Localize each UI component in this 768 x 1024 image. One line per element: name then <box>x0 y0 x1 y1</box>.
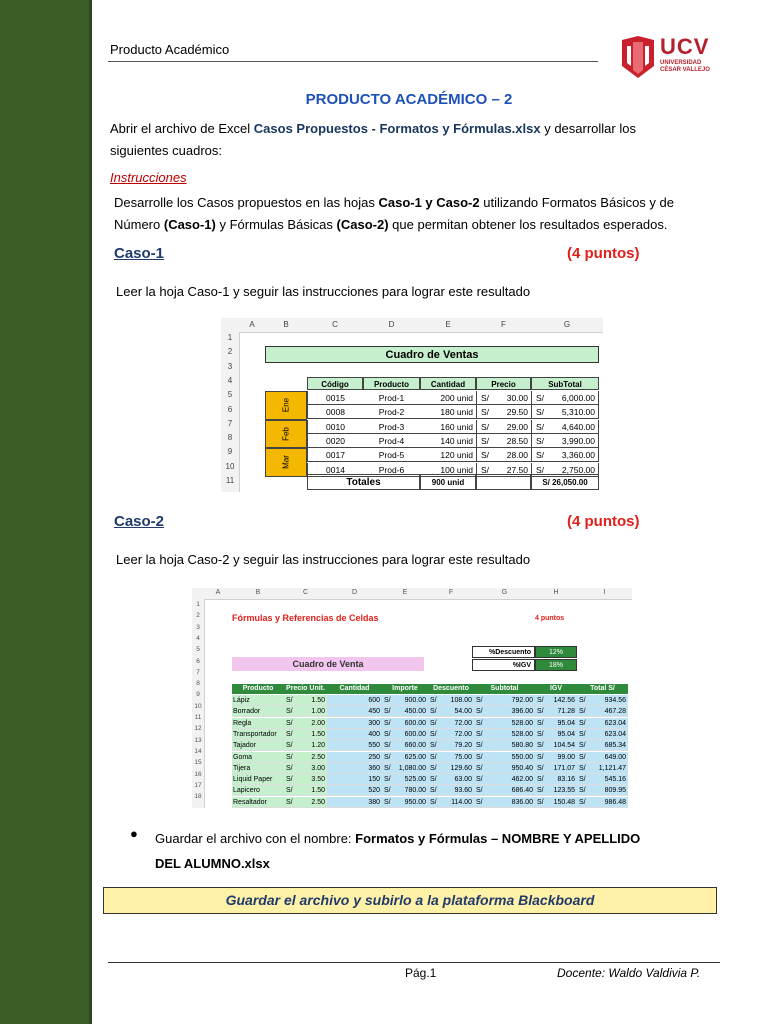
caso1-points: (4 puntos) <box>567 245 640 262</box>
producto-cell: Resaltador <box>232 797 284 808</box>
currency-cell: S/ <box>577 752 589 763</box>
currency-cell: S/ <box>428 774 441 785</box>
importe-cell: 900.00 <box>395 695 428 706</box>
row-number: 11 <box>225 476 235 485</box>
subtotal-cell: 462.00 <box>487 774 535 785</box>
producto-cell: Lápiz <box>232 695 284 706</box>
descuento-cell: 114.00 <box>441 797 474 808</box>
caso2-points: (4 puntos) <box>567 513 640 530</box>
column-header: C <box>302 589 309 596</box>
producto-cell: Prod-2 <box>363 405 420 419</box>
row-number: 3 <box>196 623 200 631</box>
cuadro-de-venta: Cuadro de Venta <box>232 657 424 671</box>
currency-cell: S/ <box>474 785 487 796</box>
producto-cell: Lapicero <box>232 785 284 796</box>
cantidad-cell: 140 unid <box>420 434 476 448</box>
currency-cell: S/ <box>476 420 496 434</box>
table-header: Total S/ <box>577 684 628 694</box>
row-number: 5 <box>196 646 200 654</box>
cantidad-cell: 450 <box>327 706 382 717</box>
currency-cell: S/ <box>474 774 487 785</box>
currency-cell: S/ <box>531 405 549 419</box>
currency-cell: S/ <box>284 740 298 751</box>
row-number: 1 <box>227 333 233 342</box>
currency-cell: S/ <box>476 391 496 405</box>
column-header: A <box>249 320 255 329</box>
total-cell: 986.48 <box>589 797 628 808</box>
currency-cell: S/ <box>382 740 395 751</box>
currency-cell: S/ <box>474 752 487 763</box>
igv-cell: 104.54 <box>547 740 577 751</box>
precio-cell: 29.50 <box>496 405 531 419</box>
row-number: 9 <box>196 691 200 699</box>
row-number: 1 <box>196 601 200 608</box>
currency-cell: S/ <box>531 448 549 462</box>
caso2-heading: Caso-2 <box>114 513 165 530</box>
subtotal-cell: 5,310.00 <box>549 405 599 419</box>
importe-cell: 600.00 <box>395 718 428 729</box>
producto-cell: Regla <box>232 718 284 729</box>
currency-cell: S/ <box>535 706 547 717</box>
subtotal-cell: 550.00 <box>487 752 535 763</box>
descuento-cell: 93.60 <box>441 785 474 796</box>
ucv-shield-icon <box>620 36 656 78</box>
cantidad-cell: 520 <box>327 785 382 796</box>
codigo-cell: 0014 <box>307 463 363 477</box>
currency-cell: S/ <box>531 420 549 434</box>
table-header: IGV <box>535 684 577 694</box>
producto-cell: Tajador <box>232 740 284 751</box>
column-header: G <box>501 589 508 596</box>
row-number: 12 <box>194 725 202 733</box>
currency-cell: S/ <box>284 718 298 729</box>
row-number: 7 <box>196 668 200 676</box>
month-cell: Feb <box>265 420 307 449</box>
igv-cell: 95.04 <box>547 718 577 729</box>
currency-cell: S/ <box>476 434 496 448</box>
logo-text: UCV <box>660 34 710 59</box>
currency-cell: S/ <box>428 763 441 774</box>
currency-cell: S/ <box>428 740 441 751</box>
currency-cell: S/ <box>428 785 441 796</box>
table-header: Cantidad <box>420 377 476 390</box>
currency-cell: S/ <box>474 695 487 706</box>
column-header: A <box>215 589 221 596</box>
currency-cell: S/ <box>382 718 395 729</box>
upload-banner: Guardar el archivo y subirlo a la plataforma Blackboard <box>103 887 717 914</box>
currency-cell: S/ <box>531 463 549 477</box>
totals-quantity: 900 unid <box>420 474 476 490</box>
row-number: 18 <box>194 793 202 801</box>
precio-cell: 1.20 <box>298 740 327 751</box>
row-number: 2 <box>196 612 200 620</box>
importe-cell: 525.00 <box>395 774 428 785</box>
codigo-cell: 0017 <box>307 448 363 462</box>
currency-cell: S/ <box>428 695 441 706</box>
currency-cell: S/ <box>577 763 589 774</box>
currency-cell: S/ <box>474 797 487 808</box>
precio-cell: 27.50 <box>496 463 531 477</box>
row-number: 14 <box>194 747 202 755</box>
currency-cell: S/ <box>284 785 298 796</box>
currency-cell: S/ <box>535 797 547 808</box>
igv-cell: 71.28 <box>547 706 577 717</box>
cantidad-cell: 360 <box>327 763 382 774</box>
total-cell: 685.34 <box>589 740 628 751</box>
total-cell: 1,121.47 <box>589 763 628 774</box>
currency-cell: S/ <box>476 463 496 477</box>
currency-cell: S/ <box>382 729 395 740</box>
precio-cell: 3.00 <box>298 763 327 774</box>
currency-cell: S/ <box>428 718 441 729</box>
total-cell: 649.00 <box>589 752 628 763</box>
page-sidebar-band <box>0 0 92 1024</box>
codigo-cell: 0010 <box>307 420 363 434</box>
row-number: 15 <box>194 759 202 767</box>
table-header: Subtotal <box>474 684 535 694</box>
column-header: I <box>603 589 606 596</box>
currency-cell: S/ <box>382 706 395 717</box>
subtotal-cell: 950.40 <box>487 763 535 774</box>
producto-cell: Borrador <box>232 706 284 717</box>
instructions-paragraph: Desarrolle los Casos propuestos en las hojas Caso-1 y Caso-2 utilizando Formatos Básicos y de Número (Caso-1) y Fórmulas Básicas (Caso-2) que permitan obtener los resultados esperados. <box>114 195 674 232</box>
precio-cell: 1.00 <box>298 706 327 717</box>
total-cell: 809.95 <box>589 785 628 796</box>
cantidad-cell: 400 <box>327 729 382 740</box>
column-headers <box>192 588 632 600</box>
importe-cell: 950.00 <box>395 797 428 808</box>
subtotal-cell: 686.40 <box>487 785 535 796</box>
caso1-heading: Caso-1 <box>114 245 165 262</box>
cantidad-cell: 300 <box>327 718 382 729</box>
row-number: 7 <box>227 418 233 428</box>
importe-cell: 780.00 <box>395 785 428 796</box>
column-header: F <box>501 320 506 329</box>
column-header: E <box>445 320 451 329</box>
intro-paragraph: Abrir el archivo de Excel Casos Propuestos - Formatos y Fórmulas.xlsx y desarrollar los siguientes cuadros: <box>110 121 636 158</box>
row-headers <box>192 599 205 808</box>
instrucciones-label: Instrucciones <box>110 170 187 185</box>
descuento-cell: 54.00 <box>441 706 474 717</box>
bullet-icon: ● <box>130 826 138 841</box>
currency-cell: S/ <box>284 763 298 774</box>
precio-cell: 1.50 <box>298 785 327 796</box>
currency-cell: S/ <box>382 695 395 706</box>
descuento-cell: 129.60 <box>441 763 474 774</box>
cantidad-cell: 120 unid <box>420 448 476 462</box>
currency-cell: S/ <box>476 405 496 419</box>
currency-cell: S/ <box>474 763 487 774</box>
currency-cell: S/ <box>577 797 589 808</box>
subtotal-cell: 2,750.00 <box>549 463 599 477</box>
currency-cell: S/ <box>474 740 487 751</box>
header-divider <box>108 61 598 62</box>
igv-cell: 83.16 <box>547 774 577 785</box>
precio-cell: 1.50 <box>298 695 327 706</box>
total-cell: 623.04 <box>589 718 628 729</box>
currency-cell: S/ <box>284 797 298 808</box>
currency-cell: S/ <box>535 718 547 729</box>
precio-cell: 28.50 <box>496 434 531 448</box>
currency-cell: S/ <box>382 774 395 785</box>
producto-cell: Prod-6 <box>363 463 420 477</box>
igv-value: 18% <box>535 659 577 671</box>
currency-cell: S/ <box>577 740 589 751</box>
column-header: D <box>388 320 395 329</box>
table-header: Producto <box>363 377 420 390</box>
currency-cell: S/ <box>284 774 298 785</box>
descuento-cell: 79.20 <box>441 740 474 751</box>
month-cell: Ene <box>265 391 307 420</box>
descuento-cell: 72.00 <box>441 729 474 740</box>
subtotal-cell: 6,000.00 <box>549 391 599 405</box>
subtotal-cell: 396.00 <box>487 706 535 717</box>
cantidad-cell: 150 <box>327 774 382 785</box>
page-number: Pág.1 <box>405 966 437 980</box>
currency-cell: S/ <box>535 729 547 740</box>
docente-name: Docente: Waldo Valdivia P. <box>557 966 701 980</box>
column-headers <box>221 318 603 333</box>
cantidad-cell: 200 unid <box>420 391 476 405</box>
subtotal-cell: 4,640.00 <box>549 420 599 434</box>
row-number: 3 <box>227 361 233 371</box>
month-cell: Mar <box>265 448 307 477</box>
table-header: Importe <box>382 684 428 694</box>
importe-cell: 1,080.00 <box>395 763 428 774</box>
currency-cell: S/ <box>474 729 487 740</box>
column-header: H <box>553 589 559 596</box>
cantidad-cell: 160 unid <box>420 420 476 434</box>
igv-label: %IGV <box>472 659 535 671</box>
cantidad-cell: 180 unid <box>420 405 476 419</box>
ucv-logo <box>620 34 720 80</box>
precio-cell: 30.00 <box>496 391 531 405</box>
subtotal-cell: 3,990.00 <box>549 434 599 448</box>
currency-cell: S/ <box>577 706 589 717</box>
currency-cell: S/ <box>428 752 441 763</box>
caso1-spreadsheet-image <box>221 318 603 492</box>
cantidad-cell: 100 unid <box>420 463 476 477</box>
table-header: Precio <box>476 377 531 390</box>
column-header: B <box>283 320 289 329</box>
igv-cell: 123.55 <box>547 785 577 796</box>
subtotal-cell: 3,360.00 <box>549 448 599 462</box>
descuento-cell: 63.00 <box>441 774 474 785</box>
table-header: Producto <box>232 684 284 694</box>
total-cell: 545.16 <box>589 774 628 785</box>
producto-cell: Goma <box>232 752 284 763</box>
cantidad-cell: 380 <box>327 797 382 808</box>
precio-cell: 2.50 <box>298 752 327 763</box>
currency-cell: S/ <box>535 752 547 763</box>
cantidad-cell: 600 <box>327 695 382 706</box>
row-number: 13 <box>194 736 202 744</box>
currency-cell: S/ <box>531 391 549 405</box>
precio-cell: 2.50 <box>298 797 327 808</box>
row-number: 11 <box>194 714 202 721</box>
table-header: Código <box>307 377 363 390</box>
producto-cell: Prod-4 <box>363 434 420 448</box>
producto-cell: Prod-3 <box>363 420 420 434</box>
producto-cell: Prod-5 <box>363 448 420 462</box>
column-header: G <box>563 320 571 329</box>
subtotal-cell: 836.00 <box>487 797 535 808</box>
codigo-cell: 0008 <box>307 405 363 419</box>
currency-cell: S/ <box>284 752 298 763</box>
row-number: 8 <box>227 433 233 443</box>
precio-cell: 3.50 <box>298 774 327 785</box>
file-name: Casos Propuestos - Formatos y Fórmulas.xlsx <box>253 121 541 136</box>
cantidad-cell: 550 <box>327 740 382 751</box>
row-number: 9 <box>227 447 233 457</box>
producto-cell: Prod-1 <box>363 391 420 405</box>
total-cell: 934.56 <box>589 695 628 706</box>
currency-cell: S/ <box>577 695 589 706</box>
currency-cell: S/ <box>428 729 441 740</box>
row-number: 2 <box>227 347 233 357</box>
igv-cell: 99.00 <box>547 752 577 763</box>
table-header: Cantidad <box>327 684 382 694</box>
precio-cell: 29.00 <box>496 420 531 434</box>
header-title: Producto Académico <box>110 42 230 57</box>
descuento-cell: 72.00 <box>441 718 474 729</box>
importe-cell: 625.00 <box>395 752 428 763</box>
logo-subtext: UNIVERSIDAD CÉSAR VALLEJO <box>660 60 710 73</box>
table-header: SubTotal <box>531 377 599 390</box>
row-number: 6 <box>196 657 200 665</box>
row-number: 10 <box>194 702 202 710</box>
currency-cell: S/ <box>428 706 441 717</box>
row-number: 16 <box>194 770 202 778</box>
precio-cell: 2.00 <box>298 718 327 729</box>
totals-label: Totales <box>307 474 420 490</box>
codigo-cell: 0015 <box>307 391 363 405</box>
currency-cell: S/ <box>535 763 547 774</box>
precio-cell: 1.50 <box>298 729 327 740</box>
currency-cell: S/ <box>531 434 549 448</box>
row-number: 10 <box>225 461 235 471</box>
currency-cell: S/ <box>284 706 298 717</box>
codigo-cell: 0020 <box>307 434 363 448</box>
subtotal-cell: 792.00 <box>487 695 535 706</box>
cantidad-cell: 250 <box>327 752 382 763</box>
document-title: PRODUCTO ACADÉMICO – 2 <box>305 91 513 108</box>
currency-cell: S/ <box>577 718 589 729</box>
descuento-cell: 75.00 <box>441 752 474 763</box>
currency-cell: S/ <box>577 774 589 785</box>
igv-cell: 142.56 <box>547 695 577 706</box>
row-headers <box>221 332 240 492</box>
importe-cell: 450.00 <box>395 706 428 717</box>
producto-cell: Tijera <box>232 763 284 774</box>
column-header: B <box>255 589 261 596</box>
subtotal-cell: 580.80 <box>487 740 535 751</box>
caso2-description: Leer la hoja Caso-2 y seguir las instrucciones para lograr este resultado <box>116 552 531 567</box>
row-number: 8 <box>196 680 200 688</box>
currency-cell: S/ <box>382 763 395 774</box>
currency-cell: S/ <box>577 785 589 796</box>
row-number: 4 <box>227 375 233 385</box>
precio-cell: 28.00 <box>496 448 531 462</box>
currency-cell: S/ <box>474 706 487 717</box>
currency-cell: S/ <box>577 729 589 740</box>
currency-cell: S/ <box>535 774 547 785</box>
sheet2-points: 4 puntos <box>535 615 565 622</box>
currency-cell: S/ <box>474 718 487 729</box>
row-number: 6 <box>227 404 233 414</box>
footer-divider <box>108 962 720 963</box>
producto-cell: Transportador <box>232 729 284 740</box>
column-header: C <box>332 320 338 329</box>
descuento-cell: 108.00 <box>441 695 474 706</box>
currency-cell: S/ <box>428 797 441 808</box>
currency-cell: S/ <box>284 695 298 706</box>
total-cell: 467.28 <box>589 706 628 717</box>
igv-cell: 95.04 <box>547 729 577 740</box>
subtotal-cell: 528.00 <box>487 729 535 740</box>
subtotal-cell: 528.00 <box>487 718 535 729</box>
igv-cell: 171.07 <box>547 763 577 774</box>
row-number: 17 <box>194 781 202 789</box>
currency-cell: S/ <box>535 740 547 751</box>
sheet1-title: Cuadro de Ventas <box>265 346 599 363</box>
caso2-spreadsheet-image <box>192 588 632 808</box>
importe-cell: 600.00 <box>395 729 428 740</box>
caso1-description: Leer la hoja Caso-1 y seguir las instrucciones para lograr este resultado <box>116 284 531 299</box>
table-header: Precio Unit. <box>284 684 327 694</box>
producto-cell: Liquid Paper <box>232 774 284 785</box>
row-number: 5 <box>227 390 233 400</box>
currency-cell: S/ <box>535 695 547 706</box>
column-header: F <box>448 589 454 596</box>
row-number: 4 <box>196 634 200 642</box>
currency-cell: S/ <box>476 448 496 462</box>
save-instruction: Guardar el archivo con el nombre: Formatos y Fórmulas – NOMBRE Y APELLIDO DEL ALUMNO.xlsx <box>155 831 641 871</box>
sheet2-title: Fórmulas y Referencias de Celdas <box>232 613 379 623</box>
totals-empty <box>476 474 531 490</box>
currency-cell: S/ <box>382 797 395 808</box>
column-header: E <box>402 589 408 596</box>
importe-cell: 660.00 <box>395 740 428 751</box>
column-header: D <box>351 589 358 596</box>
currency-cell: S/ <box>535 785 547 796</box>
total-cell: 623.04 <box>589 729 628 740</box>
currency-cell: S/ <box>382 785 395 796</box>
totals-subtotal: S/ 26,050.00 <box>531 474 599 490</box>
descuento-value: 12% <box>535 646 577 658</box>
currency-cell: S/ <box>284 729 298 740</box>
descuento-label: %Descuento <box>472 646 535 658</box>
currency-cell: S/ <box>382 752 395 763</box>
table-header: Descuento <box>428 684 474 694</box>
igv-cell: 150.48 <box>547 797 577 808</box>
